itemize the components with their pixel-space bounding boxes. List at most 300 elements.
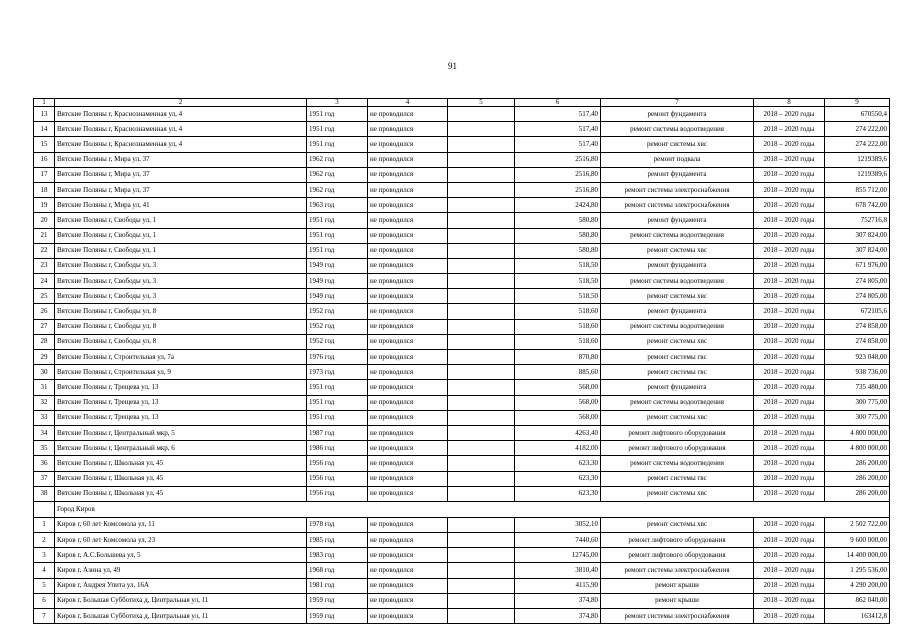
- work-type-cell: ремонт фундамента: [601, 380, 754, 395]
- table-row: [34, 548, 890, 563]
- address-cell: Вятские Поляны г, Свободы ул, 3: [55, 258, 307, 273]
- cost-cell: 163412,8: [825, 609, 890, 624]
- last-repair-cell: не проводился: [368, 289, 448, 304]
- build-year-cell: 1981 год: [307, 578, 368, 593]
- period-cell: 2018 – 2020 годы: [754, 486, 825, 501]
- table-row: [34, 441, 890, 456]
- address-cell: Киров г, Андрея Упита ул, 16А: [55, 578, 307, 593]
- table-row: [34, 456, 890, 471]
- build-year-cell: 1956 год: [307, 456, 368, 471]
- work-type-cell: ремонт лифтового оборудования: [601, 441, 754, 456]
- row-number-cell: 36: [34, 456, 55, 471]
- table-row: [34, 425, 890, 440]
- row-number-cell: 23: [34, 258, 55, 273]
- area-cell: 518,50: [515, 289, 601, 304]
- area-cell: 580,80: [515, 213, 601, 228]
- row-number-cell: 4: [34, 563, 55, 578]
- work-type-cell: ремонт системы гвс: [601, 471, 754, 486]
- cost-cell: 9 600 000,00: [825, 533, 890, 548]
- area-cell: 580,80: [515, 243, 601, 258]
- last-repair-cell: не проводился: [368, 441, 448, 456]
- area-cell: 2516,80: [515, 182, 601, 197]
- table-row: [34, 122, 890, 137]
- last-repair-cell: не проводился: [368, 563, 448, 578]
- work-type-cell: ремонт крыши: [601, 578, 754, 593]
- address-cell: Вятские Поляны г, Трещева ул, 13: [55, 380, 307, 395]
- table-row: [34, 609, 890, 624]
- column-number-cell: 2: [55, 99, 307, 107]
- cost-cell: 670550,4: [825, 107, 890, 122]
- period-cell: 2018 – 2020 годы: [754, 563, 825, 578]
- area-cell: 518,60: [515, 319, 601, 334]
- cost-cell: 938 736,00: [825, 365, 890, 380]
- address-cell: Вятские Поляны г, Краснознаменная ул, 4: [55, 122, 307, 137]
- last-repair-cell: не проводился: [368, 365, 448, 380]
- work-type-cell: ремонт системы водоотведения: [601, 395, 754, 410]
- cost-cell: 274 858,00: [825, 334, 890, 349]
- cost-cell: 855 712,00: [825, 182, 890, 197]
- last-repair-cell: не проводился: [368, 213, 448, 228]
- build-year-cell: 1968 год: [307, 563, 368, 578]
- last-repair-cell: не проводился: [368, 471, 448, 486]
- address-cell: Вятские Поляны г, Мира ул, 37: [55, 182, 307, 197]
- last-repair-cell: не проводился: [368, 304, 448, 319]
- table-row: [34, 228, 890, 243]
- address-cell: Вятские Поляны г, Школьная ул, 45: [55, 486, 307, 501]
- build-year-cell: 1973 год: [307, 365, 368, 380]
- address-cell: Киров г, 60 лет Комсомола ул, 11: [55, 517, 307, 532]
- address-cell: Вятские Поляны г, Трещева ул, 13: [55, 395, 307, 410]
- last-repair-cell: не проводился: [368, 122, 448, 137]
- area-cell: 12745,00: [515, 548, 601, 563]
- period-cell: 2018 – 2020 годы: [754, 380, 825, 395]
- last-repair-cell: не проводился: [368, 486, 448, 501]
- address-cell: Вятские Поляны г, Свободы ул, 8: [55, 319, 307, 334]
- table-row: [34, 593, 890, 608]
- row-number-cell: 5: [34, 578, 55, 593]
- address-cell: Вятские Поляны г, Мира ул, 41: [55, 198, 307, 213]
- col-5-cell: [448, 274, 515, 289]
- row-number-cell: 2: [34, 533, 55, 548]
- row-number-cell: 1: [34, 517, 55, 532]
- col-5-cell: [448, 425, 515, 440]
- col-5-cell: [448, 548, 515, 563]
- cost-cell: 286 200,00: [825, 486, 890, 501]
- section-title: Город Киров: [55, 501, 890, 517]
- col-5-cell: [448, 198, 515, 213]
- work-type-cell: ремонт фундамента: [601, 213, 754, 228]
- work-type-cell: ремонт системы хвс: [601, 334, 754, 349]
- period-cell: 2018 – 2020 годы: [754, 334, 825, 349]
- col-5-cell: [448, 107, 515, 122]
- work-type-cell: ремонт системы хвс: [601, 486, 754, 501]
- work-type-cell: ремонт системы водоотведения: [601, 274, 754, 289]
- build-year-cell: 1976 год: [307, 350, 368, 365]
- cost-cell: 274 858,00: [825, 319, 890, 334]
- address-cell: Вятские Поляны г, Центральный мкр, 6: [55, 441, 307, 456]
- cost-cell: 4 800 000,00: [825, 425, 890, 440]
- area-cell: 374,80: [515, 593, 601, 608]
- table-row: [34, 517, 890, 532]
- address-cell: Вятские Поляны г, Свободы ул, 3: [55, 274, 307, 289]
- work-type-cell: ремонт фундамента: [601, 258, 754, 273]
- period-cell: 2018 – 2020 годы: [754, 274, 825, 289]
- build-year-cell: 1952 год: [307, 304, 368, 319]
- repair-register-table: [33, 98, 890, 624]
- build-year-cell: 1962 год: [307, 182, 368, 197]
- work-type-cell: ремонт лифтового оборудования: [601, 425, 754, 440]
- area-cell: 7440,60: [515, 533, 601, 548]
- last-repair-cell: не проводился: [368, 198, 448, 213]
- col-5-cell: [448, 152, 515, 167]
- area-cell: 517,40: [515, 107, 601, 122]
- work-type-cell: ремонт системы электроснабжения: [601, 563, 754, 578]
- address-cell: Вятские Поляны г, Свободы ул, 8: [55, 304, 307, 319]
- area-cell: 518,50: [515, 274, 601, 289]
- row-number-cell: 34: [34, 425, 55, 440]
- col-5-cell: [448, 334, 515, 349]
- area-cell: 870,80: [515, 350, 601, 365]
- table-row: [34, 137, 890, 152]
- last-repair-cell: не проводился: [368, 609, 448, 624]
- column-number-row: [34, 99, 890, 107]
- address-cell: Вятские Поляны г, Школьная ул, 45: [55, 471, 307, 486]
- cost-cell: 274 222,00: [825, 122, 890, 137]
- col-5-cell: [448, 441, 515, 456]
- period-cell: 2018 – 2020 годы: [754, 167, 825, 182]
- row-number-cell: 35: [34, 441, 55, 456]
- cost-cell: 286 200,00: [825, 456, 890, 471]
- period-cell: 2018 – 2020 годы: [754, 289, 825, 304]
- work-type-cell: ремонт системы электроснабжения: [601, 182, 754, 197]
- address-cell: Вятские Поляны г, Краснознаменная ул, 4: [55, 137, 307, 152]
- row-number-cell: 25: [34, 289, 55, 304]
- address-cell: Вятские Поляны г, Центральный мкр, 5: [55, 425, 307, 440]
- area-cell: 4263,40: [515, 425, 601, 440]
- cost-cell: 274 805,00: [825, 289, 890, 304]
- build-year-cell: 1987 год: [307, 425, 368, 440]
- page-number: 91: [448, 61, 457, 71]
- last-repair-cell: не проводился: [368, 319, 448, 334]
- col-5-cell: [448, 137, 515, 152]
- build-year-cell: 1963 год: [307, 198, 368, 213]
- area-cell: 623,30: [515, 486, 601, 501]
- cost-cell: 752716,8: [825, 213, 890, 228]
- col-5-cell: [448, 213, 515, 228]
- row-number-cell: 24: [34, 274, 55, 289]
- last-repair-cell: не проводился: [368, 456, 448, 471]
- build-year-cell: 1949 год: [307, 289, 368, 304]
- cost-cell: 307 824,00: [825, 243, 890, 258]
- period-cell: 2018 – 2020 годы: [754, 441, 825, 456]
- cost-cell: 735 480,00: [825, 380, 890, 395]
- last-repair-cell: не проводился: [368, 548, 448, 563]
- period-cell: 2018 – 2020 годы: [754, 548, 825, 563]
- last-repair-cell: не проводился: [368, 258, 448, 273]
- period-cell: 2018 – 2020 годы: [754, 471, 825, 486]
- row-number-cell: 7: [34, 609, 55, 624]
- work-type-cell: ремонт системы электроснабжения: [601, 609, 754, 624]
- col-5-cell: [448, 517, 515, 532]
- work-type-cell: ремонт системы гвс: [601, 365, 754, 380]
- work-type-cell: ремонт системы гвс: [601, 350, 754, 365]
- cost-cell: 286 200,00: [825, 471, 890, 486]
- column-number-cell: 7: [601, 99, 754, 107]
- cost-cell: 274 222,00: [825, 137, 890, 152]
- work-type-cell: ремонт системы водоотведения: [601, 228, 754, 243]
- table-row: [34, 243, 890, 258]
- work-type-cell: ремонт системы хвс: [601, 517, 754, 532]
- work-type-cell: ремонт системы водоотведения: [601, 319, 754, 334]
- cost-cell: 1219389,6: [825, 167, 890, 182]
- row-number-cell: 3: [34, 548, 55, 563]
- build-year-cell: 1949 год: [307, 258, 368, 273]
- last-repair-cell: не проводился: [368, 137, 448, 152]
- build-year-cell: 1959 год: [307, 609, 368, 624]
- table-row: [34, 258, 890, 273]
- work-type-cell: ремонт системы электроснабжения: [601, 198, 754, 213]
- area-cell: 518,60: [515, 334, 601, 349]
- table-row: [34, 486, 890, 501]
- build-year-cell: 1952 год: [307, 319, 368, 334]
- build-year-cell: 1949 год: [307, 274, 368, 289]
- table-row: [34, 289, 890, 304]
- address-cell: Вятские Поляны г, Свободы ул, 1: [55, 228, 307, 243]
- last-repair-cell: не проводился: [368, 152, 448, 167]
- last-repair-cell: не проводился: [368, 533, 448, 548]
- address-cell: Киров г, Большая Субботиха д, Центральная ул, 11: [55, 609, 307, 624]
- period-cell: 2018 – 2020 годы: [754, 213, 825, 228]
- col-5-cell: [448, 395, 515, 410]
- table-row: [34, 334, 890, 349]
- address-cell: Вятские Поляны г, Свободы ул, 1: [55, 243, 307, 258]
- period-cell: 2018 – 2020 годы: [754, 228, 825, 243]
- period-cell: 2018 – 2020 годы: [754, 410, 825, 425]
- work-type-cell: ремонт крыши: [601, 593, 754, 608]
- row-number-cell: 20: [34, 213, 55, 228]
- cost-cell: 300 775,00: [825, 395, 890, 410]
- work-type-cell: ремонт фундамента: [601, 107, 754, 122]
- work-type-cell: ремонт подвала: [601, 152, 754, 167]
- address-cell: Киров г, Азина ул, 49: [55, 563, 307, 578]
- build-year-cell: 1951 год: [307, 243, 368, 258]
- work-type-cell: ремонт системы хвс: [601, 243, 754, 258]
- col-5-cell: [448, 578, 515, 593]
- last-repair-cell: не проводился: [368, 107, 448, 122]
- col-5-cell: [448, 350, 515, 365]
- col-5-cell: [448, 122, 515, 137]
- period-cell: 2018 – 2020 годы: [754, 304, 825, 319]
- last-repair-cell: не проводился: [368, 395, 448, 410]
- cost-cell: 300 775,00: [825, 410, 890, 425]
- table-row: [34, 395, 890, 410]
- col-5-cell: [448, 486, 515, 501]
- address-cell: Вятские Поляны г, Свободы ул, 8: [55, 334, 307, 349]
- table-row: [34, 198, 890, 213]
- work-type-cell: ремонт фундамента: [601, 167, 754, 182]
- table-row: [34, 167, 890, 182]
- row-number-cell: 33: [34, 410, 55, 425]
- row-number-cell: 17: [34, 167, 55, 182]
- period-cell: 2018 – 2020 годы: [754, 258, 825, 273]
- cost-cell: 1 295 536,00: [825, 563, 890, 578]
- column-number-cell: 3: [307, 99, 368, 107]
- area-cell: 374,80: [515, 609, 601, 624]
- table-row: [34, 182, 890, 197]
- column-number-cell: 8: [754, 99, 825, 107]
- last-repair-cell: не проводился: [368, 380, 448, 395]
- build-year-cell: 1962 год: [307, 152, 368, 167]
- address-cell: Вятские Поляны г, Свободы ул, 3: [55, 289, 307, 304]
- build-year-cell: 1959 год: [307, 593, 368, 608]
- build-year-cell: 1956 год: [307, 486, 368, 501]
- last-repair-cell: не проводился: [368, 228, 448, 243]
- build-year-cell: 1951 год: [307, 380, 368, 395]
- col-5-cell: [448, 304, 515, 319]
- area-cell: 3810,40: [515, 563, 601, 578]
- cost-cell: 672105,6: [825, 304, 890, 319]
- period-cell: 2018 – 2020 годы: [754, 243, 825, 258]
- row-number-cell: 37: [34, 471, 55, 486]
- table-row: [34, 563, 890, 578]
- row-number-cell: 18: [34, 182, 55, 197]
- column-number-cell: 4: [368, 99, 448, 107]
- build-year-cell: 1983 год: [307, 548, 368, 563]
- work-type-cell: ремонт системы водоотведения: [601, 122, 754, 137]
- address-cell: Вятские Поляны г, Мира ул, 37: [55, 152, 307, 167]
- area-cell: 2516,80: [515, 152, 601, 167]
- work-type-cell: ремонт фундамента: [601, 304, 754, 319]
- table-row: [34, 365, 890, 380]
- cost-cell: 274 805,00: [825, 274, 890, 289]
- build-year-cell: 1978 год: [307, 517, 368, 532]
- table-row: [34, 274, 890, 289]
- col-5-cell: [448, 563, 515, 578]
- build-year-cell: 1951 год: [307, 395, 368, 410]
- build-year-cell: 1951 год: [307, 410, 368, 425]
- area-cell: 568,00: [515, 395, 601, 410]
- row-number-cell: 30: [34, 365, 55, 380]
- period-cell: 2018 – 2020 годы: [754, 578, 825, 593]
- address-cell: Киров г, Большая Субботиха д, Центральная ул, 11: [55, 593, 307, 608]
- cost-cell: 671 976,00: [825, 258, 890, 273]
- col-5-cell: [448, 533, 515, 548]
- column-number-cell: 1: [34, 99, 55, 107]
- col-5-cell: [448, 456, 515, 471]
- address-cell: Киров г, 60 лет Комсомола ул, 23: [55, 533, 307, 548]
- period-cell: 2018 – 2020 годы: [754, 137, 825, 152]
- work-type-cell: ремонт системы хвс: [601, 410, 754, 425]
- section-empty-cell: [34, 501, 55, 517]
- period-cell: 2018 – 2020 годы: [754, 533, 825, 548]
- area-cell: 885,60: [515, 365, 601, 380]
- cost-cell: 307 824,00: [825, 228, 890, 243]
- table-row: [34, 107, 890, 122]
- row-number-cell: 14: [34, 122, 55, 137]
- row-number-cell: 16: [34, 152, 55, 167]
- row-number-cell: 22: [34, 243, 55, 258]
- col-5-cell: [448, 243, 515, 258]
- area-cell: 518,50: [515, 258, 601, 273]
- period-cell: 2018 – 2020 годы: [754, 593, 825, 608]
- column-number-cell: 5: [448, 99, 515, 107]
- period-cell: 2018 – 2020 годы: [754, 152, 825, 167]
- address-cell: Вятские Поляны г, Мира ул, 37: [55, 167, 307, 182]
- table-row: [34, 533, 890, 548]
- area-cell: 2424,80: [515, 198, 601, 213]
- row-number-cell: 21: [34, 228, 55, 243]
- area-cell: 517,40: [515, 122, 601, 137]
- col-5-cell: [448, 289, 515, 304]
- row-number-cell: 38: [34, 486, 55, 501]
- col-5-cell: [448, 365, 515, 380]
- last-repair-cell: не проводился: [368, 593, 448, 608]
- area-cell: 580,80: [515, 228, 601, 243]
- area-cell: 623,30: [515, 456, 601, 471]
- build-year-cell: 1962 год: [307, 167, 368, 182]
- period-cell: 2018 – 2020 годы: [754, 122, 825, 137]
- period-cell: 2018 – 2020 годы: [754, 456, 825, 471]
- last-repair-cell: не проводился: [368, 517, 448, 532]
- col-5-cell: [448, 471, 515, 486]
- last-repair-cell: не проводился: [368, 167, 448, 182]
- area-cell: 4182,00: [515, 441, 601, 456]
- row-number-cell: 6: [34, 593, 55, 608]
- cost-cell: 4 290 200,00: [825, 578, 890, 593]
- work-type-cell: ремонт системы водоотведения: [601, 456, 754, 471]
- build-year-cell: 1985 год: [307, 533, 368, 548]
- last-repair-cell: не проводился: [368, 274, 448, 289]
- row-number-cell: 28: [34, 334, 55, 349]
- build-year-cell: 1986 год: [307, 441, 368, 456]
- table-row: [34, 578, 890, 593]
- work-type-cell: ремонт лифтового оборудования: [601, 548, 754, 563]
- table-row: [34, 213, 890, 228]
- last-repair-cell: не проводился: [368, 243, 448, 258]
- cost-cell: 1219389,6: [825, 152, 890, 167]
- area-cell: 623,30: [515, 471, 601, 486]
- section-row: [34, 501, 890, 517]
- last-repair-cell: не проводился: [368, 410, 448, 425]
- cost-cell: 923 048,00: [825, 350, 890, 365]
- address-cell: Вятские Поляны г, Строительная ул, 7а: [55, 350, 307, 365]
- area-cell: 3052,10: [515, 517, 601, 532]
- build-year-cell: 1951 год: [307, 122, 368, 137]
- col-5-cell: [448, 167, 515, 182]
- build-year-cell: 1952 год: [307, 334, 368, 349]
- col-5-cell: [448, 593, 515, 608]
- period-cell: 2018 – 2020 годы: [754, 609, 825, 624]
- cost-cell: 14 400 000,00: [825, 548, 890, 563]
- address-cell: Киров г, А.С.Большева ул, 5: [55, 548, 307, 563]
- last-repair-cell: не проводился: [368, 182, 448, 197]
- period-cell: 2018 – 2020 годы: [754, 365, 825, 380]
- table-row: [34, 410, 890, 425]
- col-5-cell: [448, 228, 515, 243]
- cost-cell: 862 040,00: [825, 593, 890, 608]
- cost-cell: 678 742,00: [825, 198, 890, 213]
- work-type-cell: ремонт системы хвс: [601, 289, 754, 304]
- build-year-cell: 1951 год: [307, 213, 368, 228]
- period-cell: 2018 – 2020 годы: [754, 395, 825, 410]
- col-5-cell: [448, 609, 515, 624]
- col-5-cell: [448, 319, 515, 334]
- period-cell: 2018 – 2020 годы: [754, 198, 825, 213]
- area-cell: 568,00: [515, 380, 601, 395]
- col-5-cell: [448, 410, 515, 425]
- table-row: [34, 471, 890, 486]
- col-5-cell: [448, 182, 515, 197]
